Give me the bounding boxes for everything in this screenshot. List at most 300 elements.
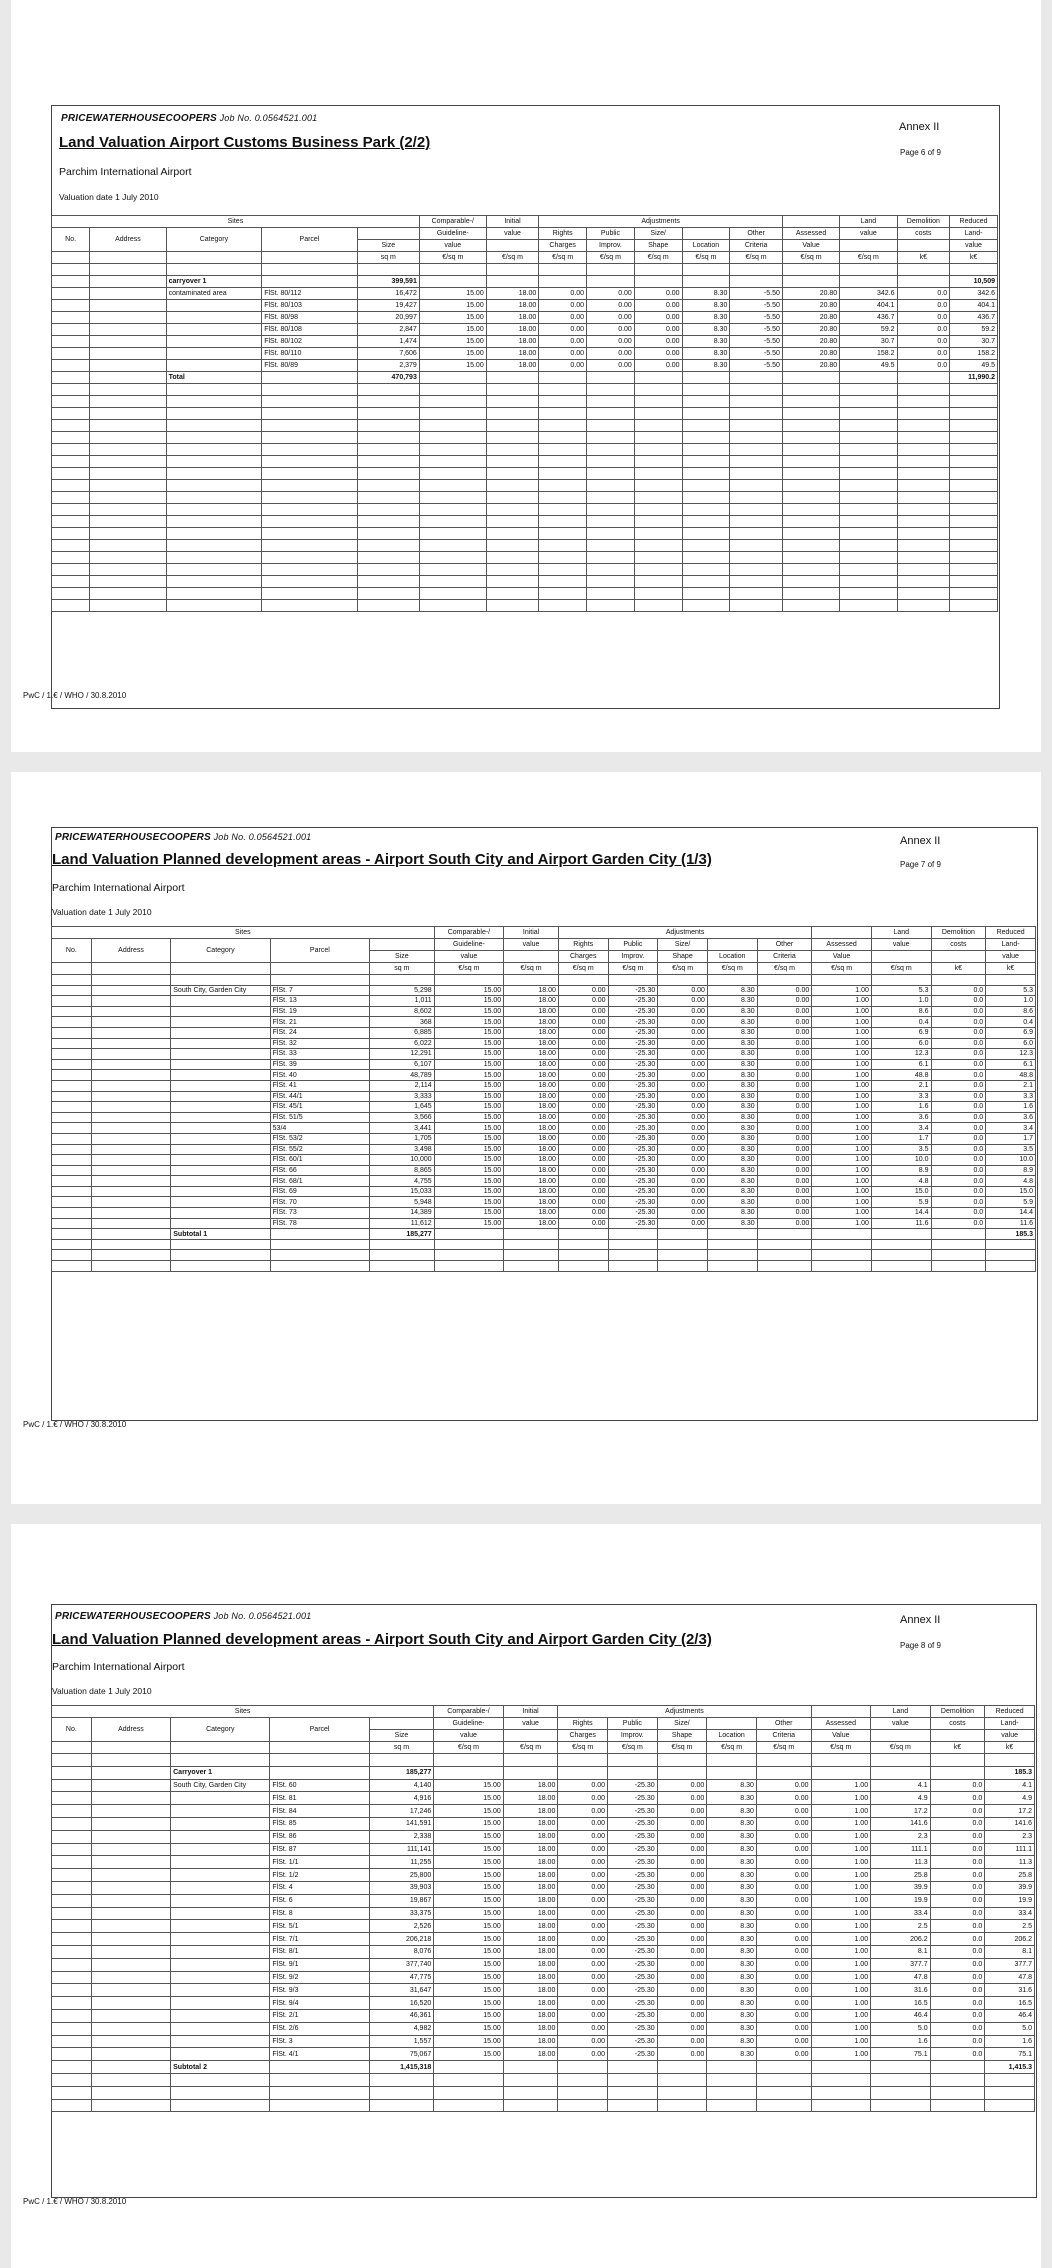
blank-row (52, 1261, 1036, 1272)
empty-cell (90, 264, 166, 276)
cell-no (52, 1186, 92, 1197)
empty-cell (587, 492, 635, 504)
cell-public (587, 276, 635, 288)
cell-reduced: 47.8 (985, 1971, 1035, 1984)
cell-no (52, 312, 90, 324)
empty-cell (558, 2086, 608, 2099)
empty-cell (730, 504, 783, 516)
empty-cell (950, 576, 998, 588)
cell-loc: 8.30 (707, 1165, 757, 1176)
cell-demol: 0.0 (930, 1843, 985, 1856)
cell-rights: 0.00 (558, 1830, 608, 1843)
cell-other: 0.00 (756, 1997, 811, 2010)
table-row (52, 1945, 1035, 1958)
empty-cell (166, 528, 262, 540)
empty-cell (90, 516, 166, 528)
cell-rights: 0.00 (558, 2035, 608, 2048)
cell-land: 3.6 (871, 1112, 931, 1123)
table-row (52, 336, 998, 348)
cell-no (52, 1070, 92, 1081)
cell-guide: 15.00 (434, 1805, 504, 1818)
empty-cell (434, 1261, 504, 1272)
cell-rights (558, 1766, 608, 1779)
empty-cell (840, 432, 897, 444)
table-row (52, 1856, 1035, 1869)
cell-guide: 15.00 (434, 1102, 504, 1113)
cell-parcel: FlSt. 53/2 (270, 1133, 369, 1144)
cell-public: -25.30 (608, 1155, 658, 1166)
cell-rights: 0.00 (558, 2022, 608, 2035)
cell-loc: 8.30 (707, 1843, 757, 1856)
cell-guide (434, 1229, 504, 1240)
cell-demol: 0.0 (930, 1997, 985, 2010)
empty-cell (840, 384, 897, 396)
cell-address (91, 1112, 171, 1123)
cell-land: 30.7 (840, 336, 897, 348)
empty-cell (91, 1754, 170, 1767)
cell-size: 185,277 (369, 1766, 434, 1779)
header-location-top (682, 228, 730, 240)
cell-size: 3,441 (370, 1123, 435, 1134)
cell-rights: 0.00 (539, 312, 587, 324)
cell-demol: 0.0 (931, 1038, 986, 1049)
header-size: Size (369, 1730, 434, 1742)
cell-no (52, 1881, 92, 1894)
cell-other: 0.00 (756, 1779, 811, 1792)
cell-init: 18.00 (503, 1881, 558, 1894)
cell-init (486, 372, 539, 384)
empty-cell (262, 540, 358, 552)
empty-cell (950, 264, 998, 276)
cell-guide: 15.00 (434, 1779, 504, 1792)
cell-other: 0.00 (756, 1945, 811, 1958)
empty-cell (897, 492, 950, 504)
table-row (52, 1123, 1036, 1134)
cell-assessed (782, 276, 839, 288)
cell-reduced: 19.9 (985, 1894, 1035, 1907)
empty-cell (730, 468, 783, 480)
empty-cell (587, 420, 635, 432)
cell-size: 15,033 (370, 1186, 435, 1197)
cell-address (91, 1006, 171, 1017)
empty-cell (434, 975, 504, 986)
cell-guide: 15.00 (434, 2048, 504, 2061)
cell-demol: 0.0 (931, 1049, 986, 1060)
table-row (52, 985, 1036, 996)
cell-no (52, 1080, 92, 1091)
cell-assessed: 1.00 (811, 1920, 871, 1933)
empty-cell (357, 444, 419, 456)
empty-cell (262, 588, 358, 600)
cell-reduced: 4.1 (985, 1779, 1035, 1792)
valuation-table (51, 1705, 1035, 2112)
cell-rights: 0.00 (558, 2048, 608, 2061)
cell-shape: 0.00 (634, 348, 682, 360)
header-public: Public (608, 1718, 658, 1730)
header-criteria: Criteria (730, 240, 783, 252)
cell-rights: 0.00 (558, 1165, 608, 1176)
cell-shape: 0.00 (657, 1856, 707, 1869)
cell-demol: 0.0 (897, 360, 950, 372)
cell-assessed: 1.00 (811, 1997, 871, 2010)
cell-shape: 0.00 (634, 324, 682, 336)
header-initial-value: value (503, 1718, 558, 1730)
cell-demol: 0.0 (931, 1186, 986, 1197)
units-row (52, 252, 998, 264)
cell-no (52, 360, 90, 372)
header-adjustments: Adjustments (558, 927, 811, 939)
cell-parcel: FlSt. 44/1 (270, 1091, 369, 1102)
cell-parcel: FlSt. 87 (270, 1843, 369, 1856)
cell-shape: 0.00 (658, 1027, 708, 1038)
cell-land: 2.1 (871, 1080, 931, 1091)
cell-category: carryover 1 (166, 276, 262, 288)
empty-cell (730, 552, 783, 564)
cell-size: 2,338 (369, 1830, 434, 1843)
cell-demol: 0.0 (931, 1208, 986, 1219)
cell-guide: 15.00 (434, 1881, 504, 1894)
empty-cell (950, 480, 998, 492)
empty-cell (840, 540, 897, 552)
cell-parcel: FlSt. 40 (270, 1070, 369, 1081)
cell-guide: 15.00 (434, 1091, 504, 1102)
cell-guide: 15.00 (434, 1144, 504, 1155)
cell-size: 4,140 (369, 1779, 434, 1792)
cell-parcel: FlSt. 73 (270, 1208, 369, 1219)
cell-reduced: 48.8 (986, 1070, 1036, 1081)
empty-cell (871, 2086, 931, 2099)
cell-category (171, 1006, 270, 1017)
cell-parcel: FlSt. 7/1 (270, 1933, 369, 1946)
cell-address (91, 2022, 170, 2035)
cell-category (171, 1112, 270, 1123)
empty-cell (730, 528, 783, 540)
cell-reduced: 3.6 (986, 1112, 1036, 1123)
cell-no (52, 1805, 92, 1818)
empty-cell (756, 1754, 811, 1767)
header-comparable: Comparable-/ (434, 927, 504, 939)
cell-assessed: 1.00 (811, 1779, 871, 1792)
empty-cell (357, 504, 419, 516)
empty-cell (370, 1239, 435, 1250)
cell-land: 11.6 (871, 1218, 931, 1229)
header-reduced: Reduced (985, 1706, 1035, 1718)
cell-size: 5,298 (370, 985, 435, 996)
cell-rights (558, 1229, 608, 1240)
cell-demol: 0.0 (931, 1080, 986, 1091)
empty-cell (262, 528, 358, 540)
empty-cell (419, 540, 486, 552)
empty-cell (558, 2073, 608, 2086)
page-title: Land Valuation Planned development areas - Airport South City and Airport Garden City (1/3) (52, 851, 712, 868)
empty-cell (90, 540, 166, 552)
cell-category (171, 1984, 270, 1997)
cell-public: -25.30 (608, 1017, 658, 1028)
header-costs-blank (931, 951, 986, 963)
empty-cell (608, 975, 658, 986)
cell-size: 368 (370, 1017, 435, 1028)
cell-init: 18.00 (503, 1856, 558, 1869)
empty-cell (171, 2086, 270, 2099)
cell-address (91, 1843, 170, 1856)
cell-parcel: FlSt. 80/103 (262, 300, 358, 312)
cell-other: 0.00 (757, 1027, 812, 1038)
cell-rights: 0.00 (558, 1869, 608, 1882)
unit-eur-sqm: €/sq m (811, 1742, 871, 1754)
cell-guide: 15.00 (434, 1920, 504, 1933)
header-assessed-value: Value (811, 1730, 871, 1742)
cell-loc: 8.30 (707, 1997, 757, 2010)
empty-cell (52, 516, 90, 528)
cell-no (52, 1779, 92, 1792)
cell-init: 18.00 (504, 1155, 559, 1166)
cell-land: 1.6 (871, 1102, 931, 1113)
cell-address (91, 1059, 171, 1070)
empty-cell (419, 456, 486, 468)
empty-cell (608, 1250, 658, 1261)
empty-cell (419, 408, 486, 420)
cell-size: 8,865 (370, 1165, 435, 1176)
empty-cell (52, 456, 90, 468)
cell-category (171, 1208, 270, 1219)
cell-address (91, 1229, 171, 1240)
cell-guide: 15.00 (419, 324, 486, 336)
table-row (52, 1984, 1035, 1997)
empty-cell (270, 1239, 369, 1250)
cell-parcel: FlSt. 13 (270, 996, 369, 1007)
empty-cell (369, 2073, 434, 2086)
cell-category (171, 1165, 270, 1176)
cell-land: 0.4 (871, 1017, 931, 1028)
cell-address (91, 2061, 170, 2074)
cell-assessed (811, 2061, 871, 2074)
empty-cell (486, 516, 539, 528)
cell-land: 6.9 (871, 1027, 931, 1038)
cell-shape: 0.00 (658, 1176, 708, 1187)
cell-loc: 8.30 (707, 1038, 757, 1049)
header-land-dash: Land- (986, 939, 1036, 951)
cell-no (52, 2035, 92, 2048)
header-location-top (707, 1718, 757, 1730)
cell-address (90, 324, 166, 336)
header-assessed-value: Value (782, 240, 839, 252)
cell-no (52, 1933, 92, 1946)
cell-address (91, 1920, 170, 1933)
cell-no (52, 1894, 92, 1907)
sheet-page-7 (11, 772, 1041, 1504)
cell-reduced: 5.0 (985, 2022, 1035, 2035)
unit-blank (91, 963, 171, 975)
cell-rights: 0.00 (558, 1958, 608, 1971)
cell-public: 0.00 (587, 324, 635, 336)
unit-eur-sqm: €/sq m (757, 963, 812, 975)
cell-other: 0.00 (757, 1049, 812, 1060)
cell-init: 18.00 (504, 1059, 559, 1070)
cell-address (91, 1165, 171, 1176)
empty-cell (52, 600, 90, 612)
empty-cell (558, 1250, 608, 1261)
cell-loc: 8.30 (707, 1971, 757, 1984)
empty-cell (682, 420, 730, 432)
cell-land: 59.2 (840, 324, 897, 336)
cell-parcel (262, 276, 358, 288)
cell-rights: 0.00 (558, 985, 608, 996)
cell-parcel: FlSt. 69 (270, 1186, 369, 1197)
table-row (52, 276, 998, 288)
cell-parcel: FlSt. 33 (270, 1049, 369, 1060)
empty-cell (658, 975, 708, 986)
cell-address (91, 1817, 170, 1830)
cell-address (91, 1971, 170, 1984)
cell-assessed: 1.00 (812, 1091, 872, 1102)
blank-row (52, 504, 998, 516)
sheet-page-8 (11, 1524, 1041, 2268)
cell-reduced: 4.8 (986, 1176, 1036, 1187)
cell-reduced: 404.1 (950, 300, 998, 312)
annex-label: Annex II (899, 121, 940, 133)
empty-cell (634, 480, 682, 492)
cell-no (52, 1766, 92, 1779)
cell-land: 3.3 (871, 1091, 931, 1102)
cell-parcel: FlSt. 41 (270, 1080, 369, 1091)
cell-rights: 0.00 (558, 1197, 608, 1208)
empty-cell (419, 444, 486, 456)
cell-other: 0.00 (756, 1830, 811, 1843)
cell-category (171, 1792, 270, 1805)
cell-parcel: FlSt. 80/89 (262, 360, 358, 372)
empty-cell (811, 2099, 871, 2112)
cell-category: Subtotal 1 (171, 1229, 270, 1240)
empty-cell (539, 540, 587, 552)
cell-guide: 15.00 (434, 1038, 504, 1049)
cell-assessed: 1.00 (812, 1027, 872, 1038)
empty-cell (270, 975, 369, 986)
empty-cell (90, 396, 166, 408)
cell-rights: 0.00 (558, 1017, 608, 1028)
unit-blank (262, 252, 358, 264)
cell-rights: 0.00 (558, 1027, 608, 1038)
cell-assessed (782, 372, 839, 384)
cell-no (52, 1133, 92, 1144)
cell-rights: 0.00 (539, 348, 587, 360)
empty-cell (486, 432, 539, 444)
cell-shape: 0.00 (657, 1830, 707, 1843)
unit-blank (270, 1742, 369, 1754)
cell-demol: 0.0 (931, 1144, 986, 1155)
blank-row (52, 576, 998, 588)
cell-address (91, 1070, 171, 1081)
cell-public: -25.30 (608, 1933, 658, 1946)
cell-shape: 0.00 (658, 1080, 708, 1091)
annex-label: Annex II (900, 1614, 941, 1626)
empty-cell (756, 2086, 811, 2099)
empty-cell (634, 600, 682, 612)
header-blank (811, 1706, 871, 1718)
cell-address (90, 348, 166, 360)
table-row (52, 1805, 1035, 1818)
cell-category (171, 1843, 270, 1856)
empty-cell (166, 264, 262, 276)
cell-demol: 0.0 (930, 1805, 985, 1818)
cell-address (90, 288, 166, 300)
blank-row (52, 456, 998, 468)
cell-init: 18.00 (504, 1186, 559, 1197)
cell-public (608, 1766, 658, 1779)
cell-size: 2,847 (357, 324, 419, 336)
empty-cell (730, 600, 783, 612)
cell-loc: 8.30 (707, 1102, 757, 1113)
cell-no (52, 276, 90, 288)
cell-public: -25.30 (608, 1843, 658, 1856)
cell-loc: 8.30 (707, 1792, 757, 1805)
cell-assessed: 1.00 (811, 1881, 871, 1894)
cell-assessed: 1.00 (812, 1133, 872, 1144)
cell-category (171, 1958, 270, 1971)
unit-eur-sqm: €/sq m (558, 963, 608, 975)
header-assessed-value: Value (812, 951, 872, 963)
empty-cell (171, 1754, 270, 1767)
cell-reduced: 15.0 (986, 1186, 1036, 1197)
empty-cell (658, 1239, 708, 1250)
cell-assessed: 20.80 (782, 336, 839, 348)
cell-land: 6.1 (871, 1059, 931, 1070)
cell-land: 33.4 (871, 1907, 931, 1920)
empty-cell (558, 1754, 608, 1767)
empty-cell (52, 2099, 92, 2112)
cell-parcel: FlSt. 66 (270, 1165, 369, 1176)
header-costs: costs (930, 1718, 985, 1730)
empty-cell (658, 1261, 708, 1272)
cell-public: -25.30 (608, 1881, 658, 1894)
cell-other: 0.00 (757, 1017, 812, 1028)
unit-keur: k€ (986, 963, 1036, 975)
cell-address (91, 1830, 170, 1843)
empty-cell (840, 564, 897, 576)
empty-cell (707, 1261, 757, 1272)
cell-init: 18.00 (486, 324, 539, 336)
cell-no (52, 1027, 92, 1038)
cell-land: 8.9 (871, 1165, 931, 1176)
table-row (52, 1869, 1035, 1882)
cell-assessed: 1.00 (812, 1123, 872, 1134)
cell-public: -25.30 (608, 1869, 658, 1882)
empty-cell (419, 528, 486, 540)
unit-eur-sqm: €/sq m (707, 1742, 757, 1754)
empty-cell (539, 528, 587, 540)
empty-cell (782, 564, 839, 576)
cell-no (52, 1920, 92, 1933)
header-row (52, 939, 1036, 951)
empty-cell (419, 420, 486, 432)
cell-category (171, 1971, 270, 1984)
cell-assessed: 1.00 (812, 1112, 872, 1123)
empty-cell (539, 552, 587, 564)
cell-guide: 15.00 (434, 1933, 504, 1946)
cell-loc: 8.30 (707, 1017, 757, 1028)
table-row (52, 1197, 1036, 1208)
cell-demol: 0.0 (930, 2035, 985, 2048)
unit-eur-sqm: €/sq m (707, 963, 757, 975)
cell-init: 18.00 (503, 1869, 558, 1882)
empty-cell (262, 456, 358, 468)
cell-guide: 15.00 (434, 1218, 504, 1229)
cell-demol: 0.0 (897, 348, 950, 360)
empty-cell (357, 456, 419, 468)
page-number: Page 8 of 9 (900, 1641, 941, 1650)
unit-keur: k€ (985, 1742, 1035, 1754)
empty-cell (950, 600, 998, 612)
cell-land: 12.3 (871, 1049, 931, 1060)
